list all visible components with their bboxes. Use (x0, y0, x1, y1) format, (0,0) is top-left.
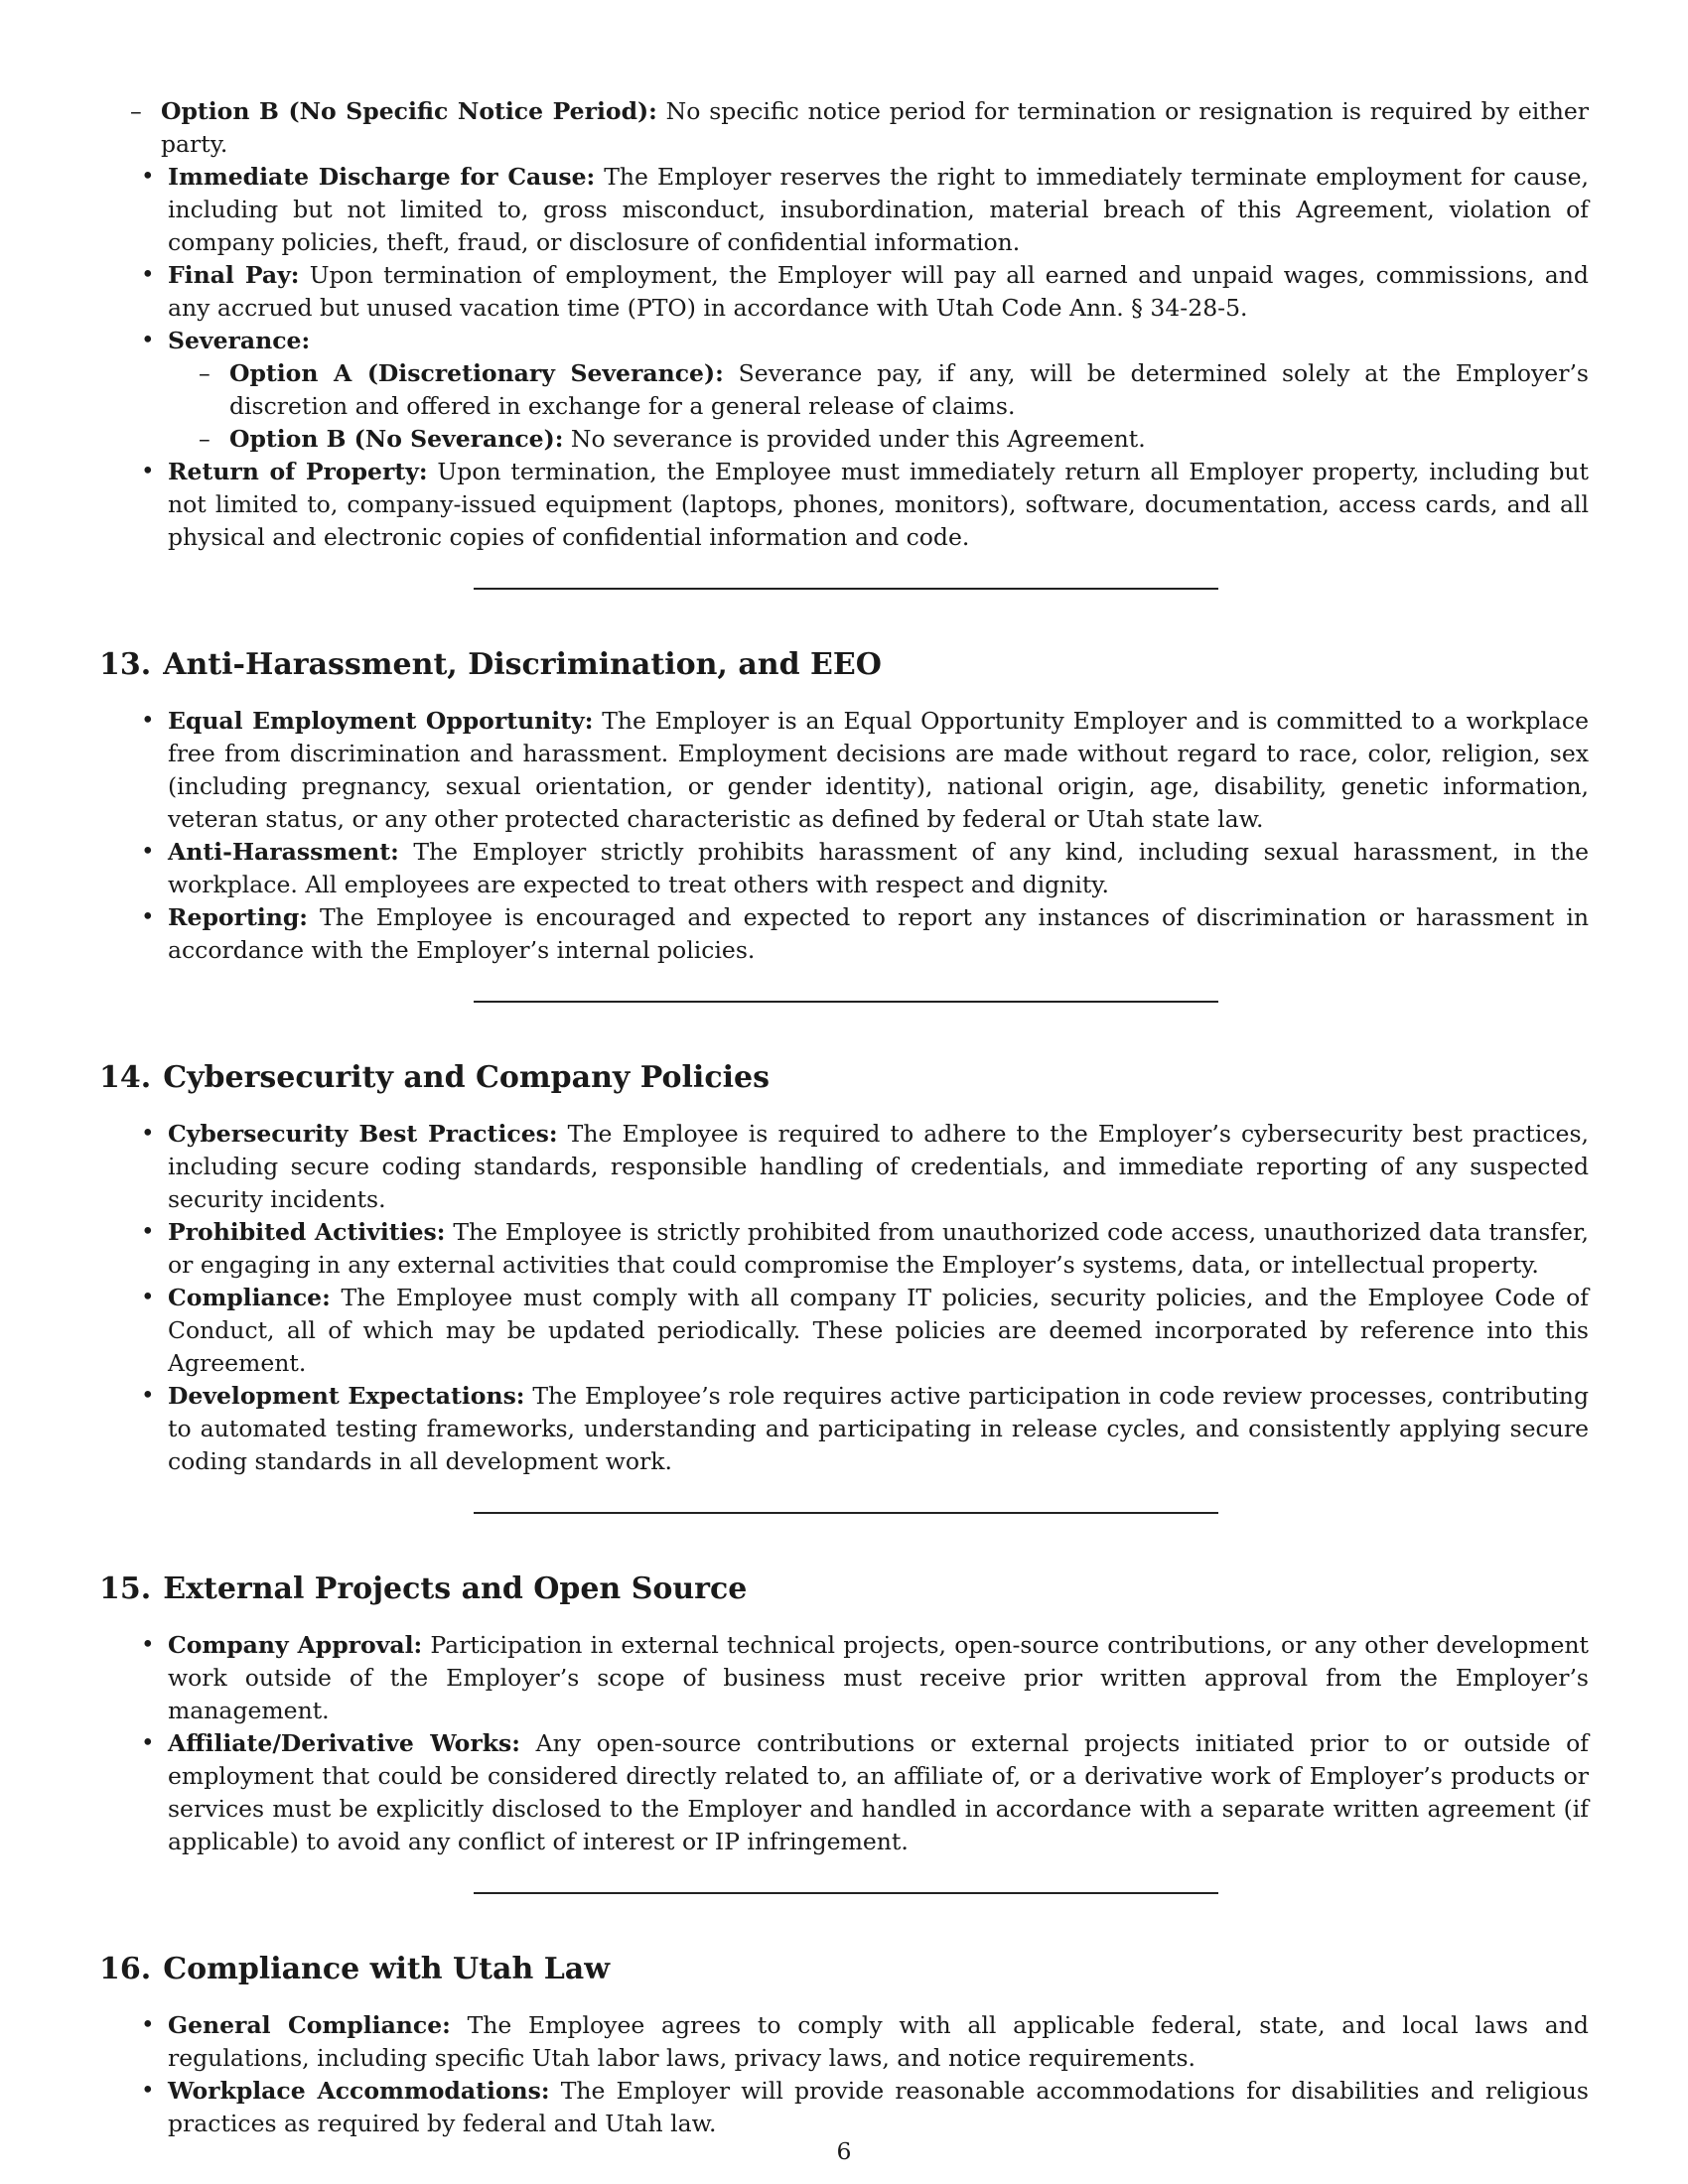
section-divider (474, 1892, 1218, 1894)
item-text: The Employee is strictly prohibited from unauthorized code access, unauthorized data transfer, or engaging in any external activities that could compromise the Employer’s systems, data, or intellectual property. (168, 1218, 1589, 1279)
item-label: Compliance: (168, 1284, 331, 1311)
list-item (99, 901, 1589, 967)
item-text: The Employee is required to adhere to the Employer’s cybersecurity best practices, including secure coding standards, responsible handling of credentials, and immediate reporting of any suspected security incidents. (168, 1120, 1589, 1213)
item-label: Reporting: (168, 903, 308, 931)
list-item (99, 1727, 1589, 1858)
item-text: Upon termination, the Employee must immediately return all Employer property, including but not limited to, company-issued equipment (laptops, phones, monitors), software, documentation, access cards, and all physical and electronic copies of confidential information and code. (168, 458, 1589, 551)
list-item (99, 1216, 1589, 1282)
list-item (99, 1629, 1589, 1727)
section-13-list (99, 705, 1589, 967)
option-text: Severance pay, if any, will be determined solely at the Employer’s discretion and offered in exchange for a general release of claims. (229, 359, 1589, 420)
list-item (99, 161, 1589, 259)
section-title: Anti-Harassment, Discrimination, and EEO (163, 647, 882, 682)
item-text: The Employee is encouraged and expected to report any instances of discrimination or harassment in accordance with the Employer’s internal policies. (168, 903, 1589, 964)
section-title: Compliance with Utah Law (163, 1952, 611, 1986)
option-text: No specific notice period for termination or resignation is required by either party. (161, 97, 1589, 158)
section-number: 14. (99, 1060, 152, 1095)
section-14-list (99, 1118, 1589, 1478)
page-content (99, 95, 1589, 2140)
severance-options (168, 357, 1589, 456)
item-text: Participation in external technical projects, open-source contributions, or any other development work outside of the Employer’s scope of business must receive prior written approval from the Employer’s management. (168, 1631, 1589, 1724)
list-item (99, 705, 1589, 836)
list-item (99, 259, 1589, 325)
section-heading-16 (99, 1952, 1589, 1987)
item-label: Severance: (168, 327, 311, 354)
item-text: The Employee agrees to comply with all applicable federal, state, and local laws and regulations, including specific Utah labor laws, privacy laws, and notice requirements. (168, 2011, 1589, 2072)
section-divider (474, 588, 1218, 590)
section-heading-15 (99, 1571, 1589, 1607)
item-label: Company Approval: (168, 1631, 423, 1659)
notice-options-continued (99, 95, 1589, 161)
notice-option-b (99, 95, 1589, 161)
section-15-list (99, 1629, 1589, 1858)
item-label: Prohibited Activities: (168, 1218, 446, 1246)
list-item (99, 2075, 1589, 2140)
section-number: 16. (99, 1952, 152, 1986)
section-divider (474, 1512, 1218, 1514)
item-text: The Employer will provide reasonable accommodations for disabilities and religious practices as required by federal and Utah law. (168, 2077, 1589, 2137)
section-title: External Projects and Open Source (163, 1571, 748, 1606)
item-text: The Employer is an Equal Opportunity Employer and is committed to a workplace free from discrimination and harassment. Employment decisions are made without regard to race, color, religion, sex (including pregnancy, sexual orientation, or gender identity), national origin, age, disability, genetic information, veteran status, or any other protected characteristic as defined by federal or Utah state law. (168, 707, 1589, 833)
item-text: The Employer strictly prohibits harassment of any kind, including sexual harassment, in the workplace. All employees are expected to treat others with respect and dignity. (168, 838, 1589, 898)
item-label: Cybersecurity Best Practices: (168, 1120, 558, 1148)
option-label: Option A (Discretionary Severance): (229, 359, 724, 387)
list-item (99, 1380, 1589, 1478)
item-label: Final Pay: (168, 261, 300, 289)
item-text: The Employee must comply with all company IT policies, security policies, and the Employee Code of Conduct, all of which may be updated periodically. These policies are deemed incorporated by reference into this Agreement. (168, 1284, 1589, 1377)
termination-list (99, 161, 1589, 554)
list-item (99, 325, 1589, 456)
section-title: Cybersecurity and Company Policies (163, 1060, 770, 1095)
option-label: Option B (No Specific Notice Period): (161, 97, 657, 125)
item-text: The Employer reserves the right to immediately terminate employment for cause, including but not limited to, gross misconduct, insubordination, material breach of this Agreement, violation of company policies, theft, fraud, or disclosure of confidential information. (168, 163, 1589, 256)
section-number: 15. (99, 1571, 152, 1606)
item-text: Upon termination of employment, the Employer will pay all earned and unpaid wages, commissions, and any accrued but unused vacation time (PTO) in accordance with Utah Code Ann. § 34-28-5. (168, 261, 1589, 322)
item-label: Workplace Accommodations: (168, 2077, 550, 2105)
section-heading-13 (99, 647, 1589, 683)
severance-option-a (168, 357, 1589, 423)
option-label: Option B (No Severance): (229, 425, 564, 453)
list-item (99, 2009, 1589, 2075)
item-label: Immediate Discharge for Cause: (168, 163, 596, 191)
section-divider (474, 1001, 1218, 1003)
item-label: General Compliance: (168, 2011, 451, 2039)
list-item (99, 456, 1589, 554)
item-label: Return of Property: (168, 458, 428, 485)
item-label: Equal Employment Opportunity: (168, 707, 594, 735)
item-label: Development Expectations: (168, 1382, 525, 1410)
page-number: 6 (836, 2137, 852, 2165)
option-text: No severance is provided under this Agreement. (570, 425, 1146, 453)
severance-option-b (168, 423, 1589, 456)
section-number: 13. (99, 647, 152, 682)
list-item (99, 836, 1589, 901)
item-text: Any open-source contributions or external projects initiated prior to or outside of employment that could be considered directly related to, an affiliate of, or a derivative work of Employer’s products or services must be explicitly disclosed to the Employer and handled in accordance with a separate written agreement (if applicable) to avoid any conflict of interest or IP infringement. (168, 1729, 1589, 1855)
list-item (99, 1282, 1589, 1380)
section-heading-14 (99, 1060, 1589, 1096)
item-text: The Employee’s role requires active participation in code review processes, contributing to automated testing frameworks, understanding and participating in release cycles, and consistently applying secure coding standards in all development work. (168, 1382, 1589, 1475)
list-item (99, 1118, 1589, 1216)
section-16-list (99, 2009, 1589, 2140)
item-label: Anti-Harassment: (168, 838, 399, 866)
item-label: Affiliate/Derivative Works: (168, 1729, 520, 1757)
